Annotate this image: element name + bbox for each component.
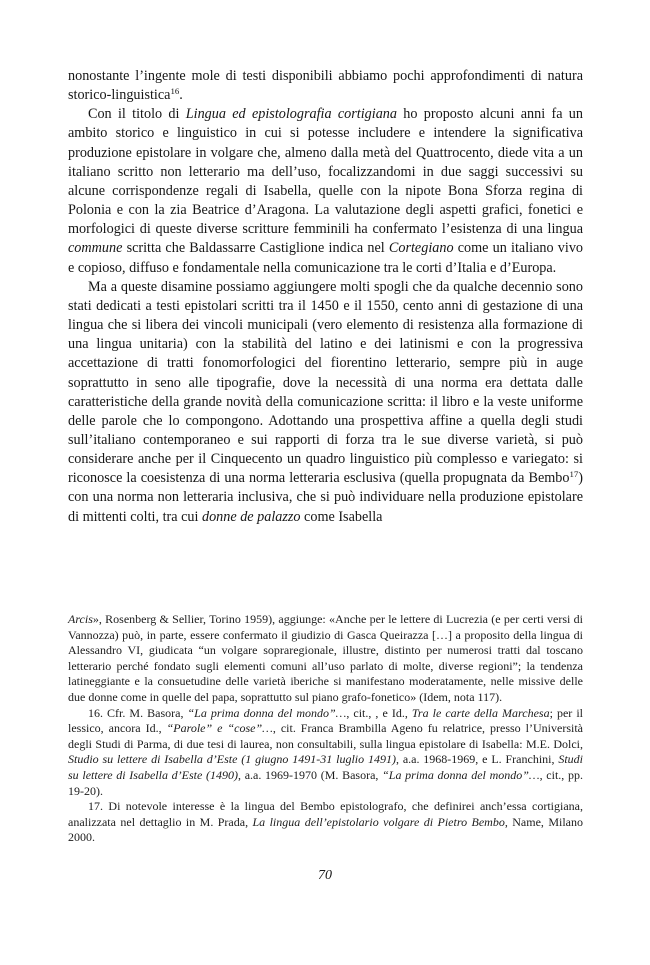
footnote-cont-text: », Rosenberg & Sellier, Torino 1959), aggiunge: «Anche per le lettere di Lucrezia (e per certi versi di Vannozza) può, in parte, essere confermato il giudizio di Gasca Queirazza […] a proposito della lingua di Alessandro VI, giudicata “un volgare sopraregionale, illustre, distinto per numerosi tratti dal toscano letterario perché fondato sugli elementi comuni all’uso parlato di molte, diverse regioni”; la tendenza latineggiante e la consuetudine delle varietà iberiche si manifestano moderatamente, nelle missive delle due donne come in quelle del papa, soprattutto sul piano grafo-fonetico» (Idem, nota 117). [68, 612, 583, 704]
term-commune: commune [68, 240, 123, 257]
fn16-a: 16. Cfr. M. Basora, [88, 705, 188, 720]
p2-text-a: Con il titolo di [88, 106, 186, 123]
paragraph-2 [68, 105, 583, 277]
paragraph-1-end: . [179, 87, 183, 104]
footnote-ref-16: 16 [170, 86, 180, 97]
fn16-c: , cit., , e Id., [346, 705, 412, 720]
fn17-a: 17. Di notevole interesse è la lingua del Bembo epistolografo, che definirei anch’essa cortigiana, analizzata nel dettaglio in M. Prada, [68, 799, 583, 829]
p3-text-d: come Isabella [300, 508, 383, 525]
fn16-i: , a.a. 1968-1969, e L. Franchini, [395, 752, 559, 767]
p2-text-e: scritta che Baldassarre Castiglione indica nel [122, 240, 389, 257]
footnotes [68, 612, 583, 846]
p2-text-g: come un italiano vivo e copioso, diffuso e fondamentale nella comunicazione tra le corti d’Italia e d’Europa. [68, 240, 584, 276]
fn17-title: La lingua dell’epistolario volgare di Pietro Bembo [252, 814, 505, 829]
fn16-title-5: Studi su lettere di Isabella d’Este (1490) [68, 752, 583, 782]
paragraph-1 [68, 67, 583, 105]
fn16-e: ; per il lessico, ancora Id., [68, 705, 584, 736]
term-donne-de-palazzo: donne de palazzo [201, 508, 301, 525]
fn17-c: , Name, Milano 2000. [68, 814, 583, 845]
fn16-m: , cit., pp. 19-20). [68, 767, 583, 798]
fn16-g: , cit. Franca Brambilla Ageno fu relatrice, presso l’Università degli Studi di Parma, di due tesi di laurea, non consultabili, sulla lingua epistolare di Isabella: M.E. Dolci, [68, 721, 583, 751]
footnote-17 [68, 799, 583, 846]
fn16-title-4: Studio su lettere di Isabella d’Este (1 giugno 1491-31 luglio 1491) [68, 752, 396, 767]
fn16-title-2: Tra le carte della Marchesa [411, 705, 550, 720]
fn16-title-1: “La prima donna del mondo”… [187, 705, 347, 720]
p2-text-c: ho proposto alcuni anni fa un ambito storico e linguistico in cui si potesse includere e intendere la significativa produzione epistolare in volgare che, almeno dalla metà del Quattrocento, diede vita a un italiano scritto non letterario ma dell’uso, focalizzandomi in due saggi successivi su alcune corrispondenze regali di Isabella, quelle con la nipote Bona Sforza regina di Polonia e con la zia Beatrice d’Aragona. La valutazione degli aspetti grafici, fonetici e morfologici di queste diverse scritture femminili ha confermato l’esistenza di una lingua [68, 106, 583, 238]
fn16-k: , a.a. 1969-1970 (M. Basora, [238, 767, 383, 782]
book-title-cortegiano: Cortegiano [388, 240, 454, 257]
p3-text-a: Ma a queste disamine possiamo aggiungere molti spogli che da qualche decennio sono stati dedicati a testi epistolari scritti tra il 1450 e il 1550, cento anni di gestazione di una lingua che si libera dei vincoli municipali (vero elemento di resistenza alla formazione di una lingua unitaria) con la stabilità del latino e dei latinismi e con la progressiva accettazione di tratti fonomorfologici del fiorentino letterario, sempre più in auge soprattutto in seno alle tipografie, dove la necessità di una norma era dettata dalle caratteristiche della grande novità della comunicazione scritta: il libro e la veste uniforme delle parole che lo compongono. Adottando una prospettiva affine a quella degli studi sull’italiano contemporaneo e sui rapporti di forza tra le sue diverse varietà, si può considerare anche per il Cinquecento un quadro linguistico più complesso e variegato: si riconosce la coesistenza di una norma letteraria esclusiva (quella propugnata da Bembo [68, 278, 583, 487]
paragraph-1-text: nonostante l’ingente mole di testi disponibili abbiamo pochi approfondimenti di natura storico-linguistica [68, 68, 583, 104]
footnote-16 [68, 706, 583, 800]
footnote-ref-17: 17 [569, 469, 579, 480]
footnote-15-continuation [68, 612, 583, 706]
fn16-title-3: “Parole” e “cose”… [166, 721, 273, 736]
main-text [68, 67, 583, 527]
fn16-title-6: “La prima donna del mondo”… [382, 767, 540, 782]
paragraph-3 [68, 278, 583, 527]
book-title-lingua-epistolografia: Lingua ed epistolografia cortigiana [185, 106, 397, 123]
title-arcis: Arcis [68, 612, 93, 626]
page-number: 70 [318, 868, 332, 883]
p3-text-b: ) con una norma non letteraria inclusiva, che si può individuare nella produzione epistolare di mittenti colti, tra cui [68, 470, 583, 525]
